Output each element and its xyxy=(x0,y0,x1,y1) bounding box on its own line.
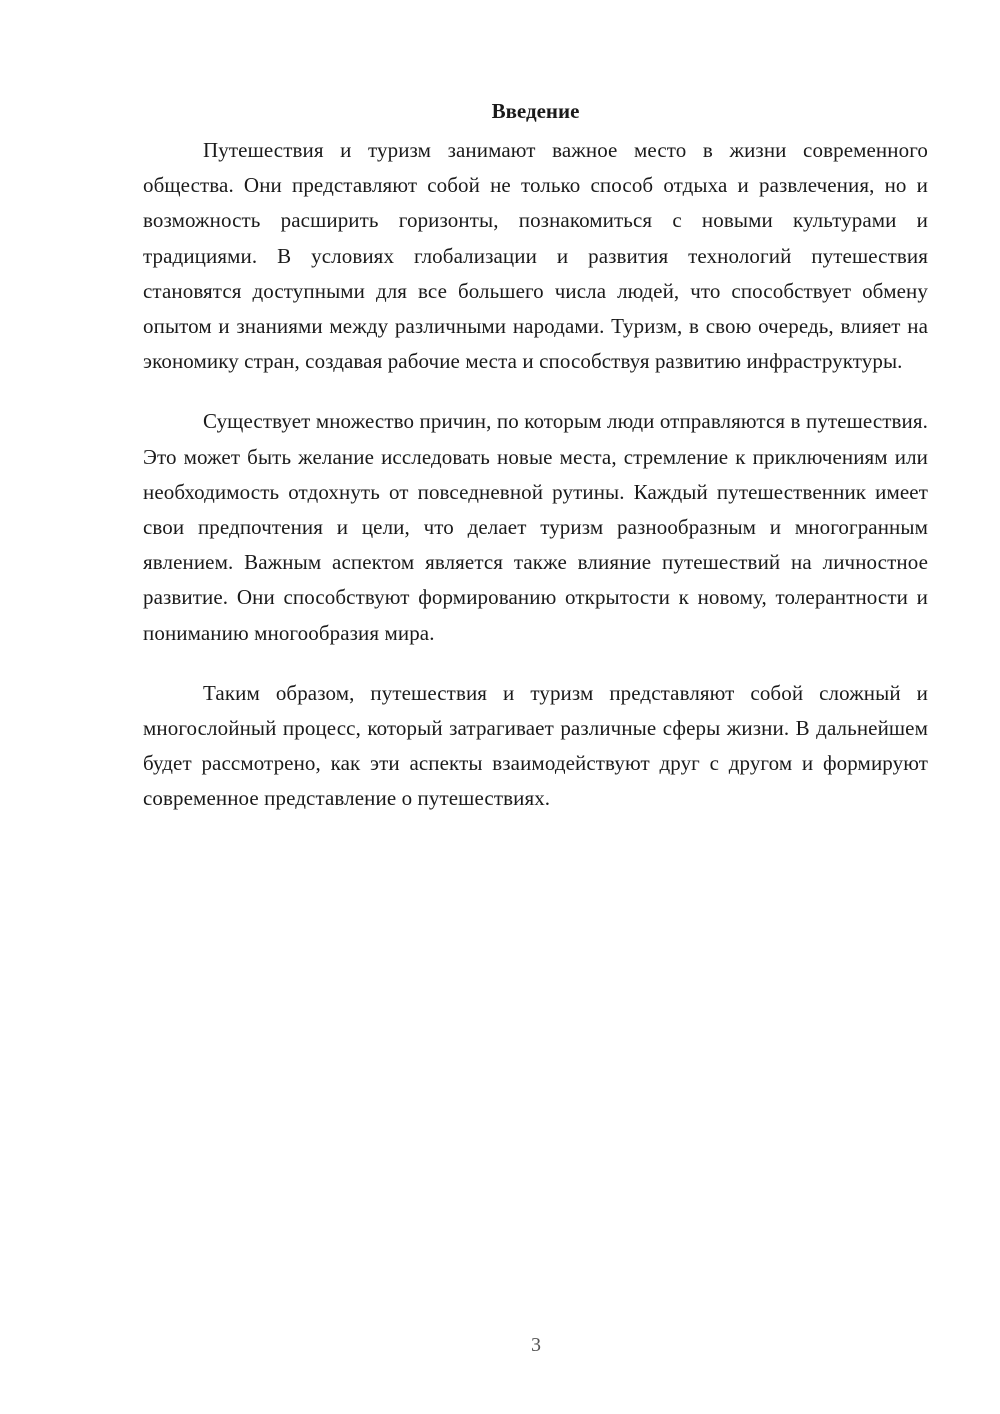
paragraph-3: Таким образом, путешествия и туризм представляют собой сложный и многослойный процесс, который затрагивает различные сферы жизни. В дальнейшем будет рассмотрено, как эти аспекты взаимодействуют друг с другом и формируют современное представление о путешествиях. xyxy=(143,680,928,811)
paragraph-1: Путешествия и туризм занимают важное место в жизни современного общества. Они представляют собой не только способ отдыха и развлечения, но и возможность расширить горизонты, познакомиться с новыми культурами и традициями. В условиях глобализации и развития технологий путешествия становятся доступными для все большего числа людей, что способствует обмену опытом и знаниями между различными народами. Туризм, в свою очередь, влияет на экономику стран, создавая рабочие места и способствуя развитию инфраструктуры. xyxy=(143,138,928,374)
page-number: 3 xyxy=(531,1334,541,1356)
paragraph-2: Существует множество причин, по которым люди отправляются в путешествия. Это может быть желание исследовать новые места, стремление к приключениям или необходимость отдохнуть от повседневной рутины. Каждый путешественник имеет свои предпочтения и цели, что делает туризм разнообразным и многогранным явлением. Важным аспектом является также влияние путешествий на личностное развитие. Они способствуют формированию открытости к новому, толерантности и пониманию многообразия мира. xyxy=(143,409,928,645)
section-title: Введение xyxy=(491,99,580,123)
page-content xyxy=(143,97,928,842)
